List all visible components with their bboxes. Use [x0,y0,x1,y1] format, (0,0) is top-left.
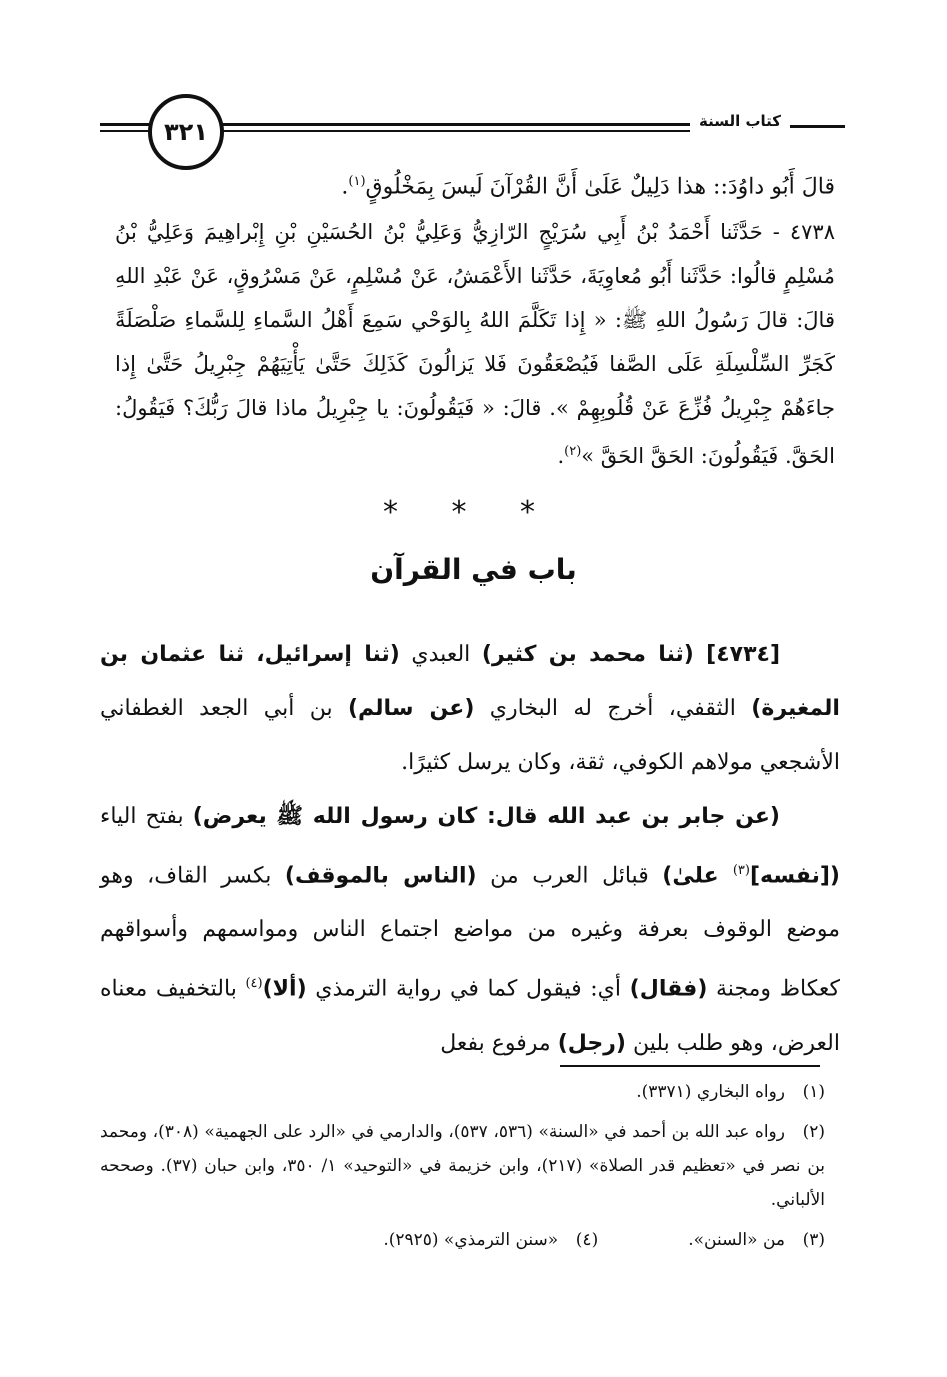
bold-segment: علىٰ) [662,863,733,889]
bold-segment: ([نفسه] [749,863,840,889]
chapter-title: باب في القرآن [370,553,577,586]
footnote-3 [688,1223,825,1257]
bold-segment: (الناس بالموقف) [284,863,477,889]
header-rule [210,130,690,132]
footnote-text: «سنن الترمذي» (٢٩٢٥). [383,1230,559,1250]
hadith-4738: ٤٧٣٨ - حَدَّثَنا أَحْمَدُ بْنُ أَبِي سُرَيْجٍ الرّازِيُّ وَعَلِيُّ بْنُ الحُسَيْنِ بْنِ إِبْراهِيمَ وَعَلِيُّ بْنُ مُسْلِمٍ قالُوا: حَدَّثَنا أَبُو مُعاوِيَةَ، حَدَّثَنا الأَعْمَشُ، عَنْ مُسْلِمٍ، عَنْ مَسْرُوقٍ، عَنْ عَبْدِ اللهِ قالَ: قالَ رَسُولُ اللهِ ﷺ: « إِذا تَكَلَّمَ اللهُ بِالوَحْي سَمِعَ أَهْلُ السَّماءِ لِلسَّماءِ صَلْصَلَةً كَجَرِّ السِّلْسِلَةِ عَلَى الصَّفا فَيُصْعَقُونَ فَلا يَزالُونَ كَذَلِكَ حَتَّىٰ يَأْتِيَهُمْ جِبْرِيلُ حَتَّىٰ إِذا جاءَهُمْ جِبْرِيلُ فُزِّعَ عَنْ قُلُوبِهِمْ ». قالَ: « فَيَقُولُونَ: يا جِبْرِيلُ ماذا قالَ رَبُّكَ؟ فَيَقُولُ: الحَقَّ. فَيَقُولُونَ: الحَقَّ الحَقَّ »$^{(٢)}$. [115,220,835,468]
page-number: ٣٢١ [148,94,224,170]
footnote-text: رواه البخاري (٣٣٧١). [636,1082,785,1102]
text-segment: العبدي [399,642,482,667]
text-segment: بكسر القاف، وهو موضع الوقوف بعرفة وغيره من مواضع اجتماع الناس ومواسمهم وأسواقهم كعكاظ ومجنة [100,863,840,1002]
text-segment: قبائل العرب من [476,863,663,889]
footnote-ref: (١) [348,174,366,189]
footnote-row [100,1223,825,1257]
footnote-number: (١) [802,1082,825,1102]
bold-segment: [٤٧٣٤] (ثنا محمد بن كثير) [481,642,781,667]
footnote-number: (٤) [575,1230,599,1250]
footnote-number: (٢) [802,1122,825,1142]
commentary-paragraph [100,628,840,790]
footnote-ref: (٣) [732,863,750,878]
header-rule [790,125,845,128]
footnotes [100,1075,825,1257]
footnote-1 [100,1075,825,1109]
bold-segment: (ألا) [262,976,307,1002]
bold-segment: (فقال) [629,976,708,1002]
footnote-ref: (٤) [245,976,263,992]
text-segment: بالتخفيف معناه العرض، وهو طلب بلين [100,976,840,1056]
hadith-text: ٤٧٣٨ - حَدَّثَنا أَحْمَدُ بْنُ أَبِي سُرَيْجٍ الرّازِيُّ وَعَلِيُّ بْنُ الحُسَيْنِ بْنِ إِبْراهِيمَ وَعَلِيُّ بْنُ مُسْلِمٍ قالُوا: حَدَّثَنا أَبُو مُعاوِيَةَ، حَدَّثَنا الأَعْمَشُ، عَنْ مُسْلِمٍ، عَنْ مَسْرُوقٍ، عَنْ عَبْدِ اللهِ قالَ: قالَ رَسُولُ اللهِ ﷺ: « إِذا تَكَلَّمَ اللهُ بِالوَحْي سَمِعَ أَهْلُ السَّماءِ لِلسَّماءِ صَلْصَلَةً كَجَرِّ السِّلْسِلَةِ عَلَى الصَّفا فَيُصْعَقُونَ فَلا يَزالُونَ كَذَلِكَ حَتَّىٰ يَأْتِيَهُمْ جِبْرِيلُ حَتَّىٰ إِذا جاءَهُمْ جِبْرِيلُ فُزِّعَ عَنْ قُلُوبِهِمْ ». قالَ: « فَيَقُولُونَ: يا جِبْرِيلُ ماذا قالَ رَبُّكَ؟ فَيَقُولُ: الحَقَّ. فَيَقُولُونَ: الحَقَّ الحَقَّ » [115,220,835,468]
text-segment: بفتح الياء [100,804,193,829]
header-rule [100,123,150,126]
text-segment: مرفوع بفعل [440,1030,558,1056]
abu-dawud-remark: قالَ أَبُو داوُدَ:: هذا دَلِيلٌ عَلَىٰ أَنَّ القُرْآنَ لَيسَ بِمَخْلُوقٍ$^{(١)}$. [341,174,835,200]
bold-segment: (رجل) [557,1030,626,1056]
commentary-paragraph [100,790,840,1071]
footnote-2 [100,1115,825,1217]
footnote-ref: (٢) [564,444,582,459]
footnote-4 [383,1223,598,1257]
running-title: كتاب السنة [690,112,790,130]
text-segment: أي: فيقول كما في رواية الترمذي [306,976,630,1002]
section-separator: * * * [382,495,558,530]
remark-text: قالَ أَبُو داوُدَ:: هذا دَلِيلٌ عَلَىٰ أَنَّ القُرْآنَ لَيسَ بِمَخْلُوقٍ [365,174,835,200]
footnote-text: رواه عبد الله بن أحمد في «السنة» (٥٣٦، ٥٣٧)، والدارمي في «الرد على الجهمية» (٣٠٨)، ومحمد بن نصر في «تعظيم قدر الصلاة» (٢١٧)، وابن خزيمة في «التوحيد» ١/ ٣٥٠، وابن حبان (٣٧). وصححه الألباني. [100,1122,825,1210]
commentary [100,628,840,1071]
footnote-rule [560,1065,820,1067]
footnote-text: من «السنن». [688,1230,785,1250]
header-rule [100,130,150,132]
bold-segment: (عن سالم) [347,696,475,721]
footnote-number: (٣) [802,1230,825,1250]
header-rule [210,123,690,126]
text-segment: بن أبي الجعد الغطفاني الأشجعي مولاهم الكوفي، ثقة، وكان يرسل كثيرًا. [100,696,840,775]
bold-segment: (ثنا إسرائيل، ثنا عثمان بن المغيرة) [100,642,840,721]
bold-segment: (عن جابر بن عبد الله قال: كان رسول الله ﷺ يعرض) [192,804,780,829]
text-segment: الثقفي، أخرج له البخاري [474,696,752,721]
